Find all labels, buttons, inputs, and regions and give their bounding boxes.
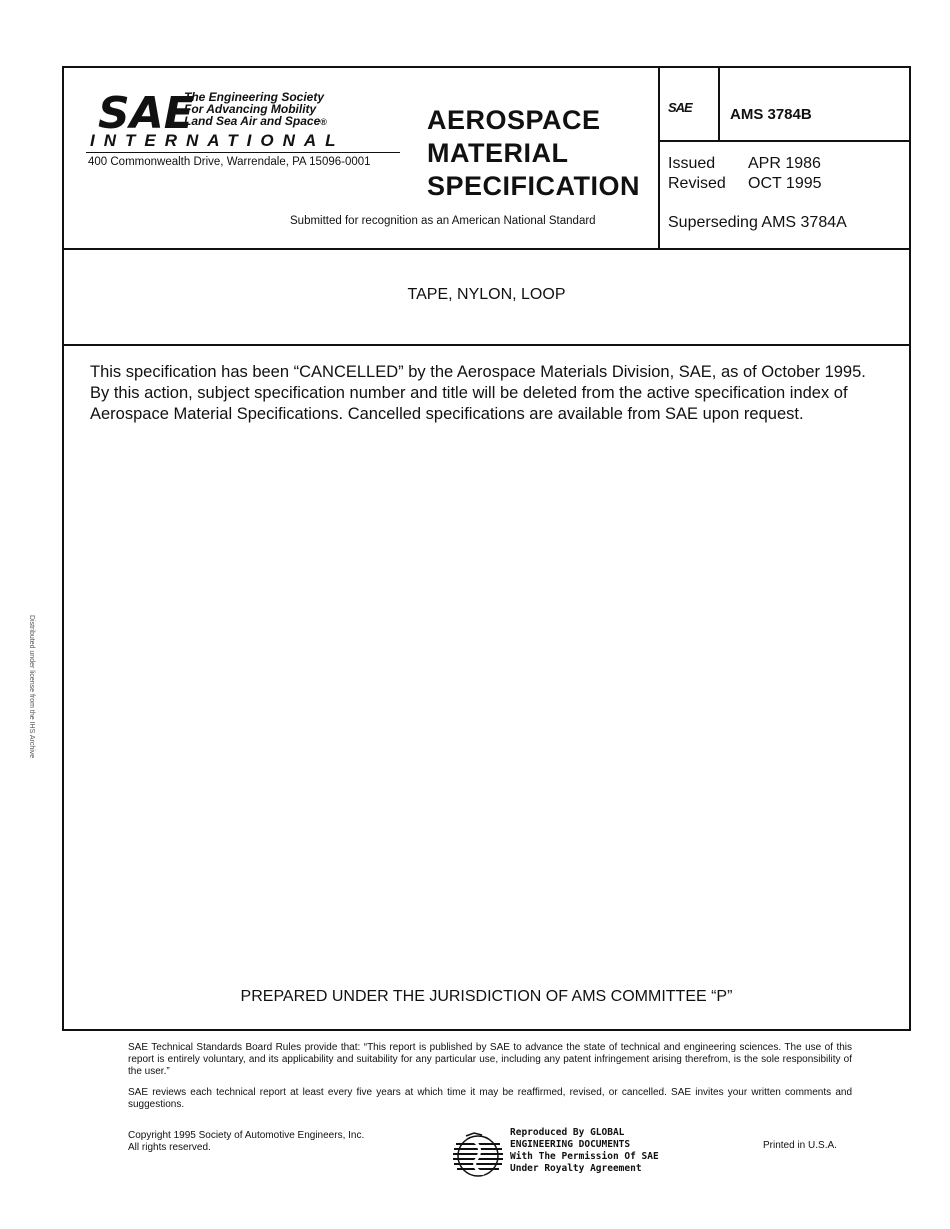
issued-date: APR 1986 xyxy=(748,155,821,172)
superseding-note: Superseding AMS 3784A xyxy=(668,214,847,231)
issue-dates xyxy=(668,154,822,194)
spec-info-column xyxy=(658,68,911,248)
printed-in-note: Printed in U.S.A. xyxy=(763,1140,837,1151)
revised-label: Revised xyxy=(668,175,726,192)
submitted-note: Submitted for recognition as an American National Standard xyxy=(290,215,596,227)
document-frame xyxy=(62,66,911,1031)
mini-logo-cell xyxy=(660,68,720,140)
issued-row xyxy=(668,154,822,174)
committee-note: PREPARED UNDER THE JURISDICTION OF AMS COMMITTEE “P” xyxy=(240,988,733,1005)
sae-logo xyxy=(98,90,198,132)
cancellation-notice: This specification has been “CANCELLED” by the Aerospace Materials Division, SAE, as of October 1995. By this action, subject specification number and title will be deleted from the active specification index of Aerospace Material Specifications. Cancelled specifications are available from SAE upon request. xyxy=(90,363,866,423)
tagline-line-2: For Advancing Mobility xyxy=(184,102,317,116)
revised-row xyxy=(668,174,822,194)
address-rule xyxy=(86,152,400,153)
subject-title: TAPE, NYLON, LOOP xyxy=(407,286,566,303)
org-tagline xyxy=(184,91,327,128)
review-text: SAE reviews each technical report at least every five years at which time it may be reaffirmed, revised, or cancelled. SAE invites your written comments and suggestions. xyxy=(128,1087,852,1110)
copyright-block xyxy=(128,1130,364,1154)
globe-icon xyxy=(452,1130,504,1180)
registered-mark: ® xyxy=(320,117,327,127)
tagline-line-1: The Engineering Society xyxy=(184,90,325,104)
side-distribution-note: Distributed under license from the IHS Archive xyxy=(28,615,35,759)
header-block xyxy=(64,68,909,250)
sae-logo-text: SAE xyxy=(98,90,194,132)
doc-type-line-2: MATERIAL xyxy=(427,138,569,168)
copyright-line-2: All rights reserved. xyxy=(128,1142,211,1153)
tagline-line-3-text: Land Sea Air and Space xyxy=(184,114,321,128)
reproduced-line-1: Reproduced By GLOBAL xyxy=(510,1127,625,1138)
doc-type-title xyxy=(427,104,640,203)
doc-type-line-3: SPECIFICATION xyxy=(427,171,641,201)
tagline-line-3 xyxy=(184,115,327,128)
reproduced-line-4: Under Royalty Agreement xyxy=(510,1163,642,1174)
reproduced-line-2: ENGINEERING DOCUMENTS xyxy=(510,1139,631,1150)
sae-mini-logo: SAE xyxy=(668,100,692,115)
board-rules-text: SAE Technical Standards Board Rules provide that: “This report is published by SAE to advance the state of technical and engineering sciences. The use of this report is entirely voluntary, and its applicability and suitability for any particular use, including any patent infringement arising therefrom, is the sole responsibility of the user.” xyxy=(128,1042,852,1077)
issued-label: Issued xyxy=(668,155,716,172)
org-international: INTERNATIONAL xyxy=(90,131,345,150)
spec-number: AMS 3784B xyxy=(730,106,812,123)
footer-rules xyxy=(128,1042,852,1120)
revised-date: OCT 1995 xyxy=(748,175,822,192)
subject-band xyxy=(64,248,909,346)
spec-column-rule xyxy=(660,140,911,142)
copyright-line-1: Copyright 1995 Society of Automotive Engineers, Inc. xyxy=(128,1130,365,1141)
doc-type-line-1: AEROSPACE xyxy=(427,105,601,135)
reproduced-line-3: With The Permission Of SAE xyxy=(510,1151,659,1162)
org-address: 400 Commonwealth Drive, Warrendale, PA 15096-0001 xyxy=(88,156,371,168)
reproduction-note xyxy=(510,1127,659,1175)
